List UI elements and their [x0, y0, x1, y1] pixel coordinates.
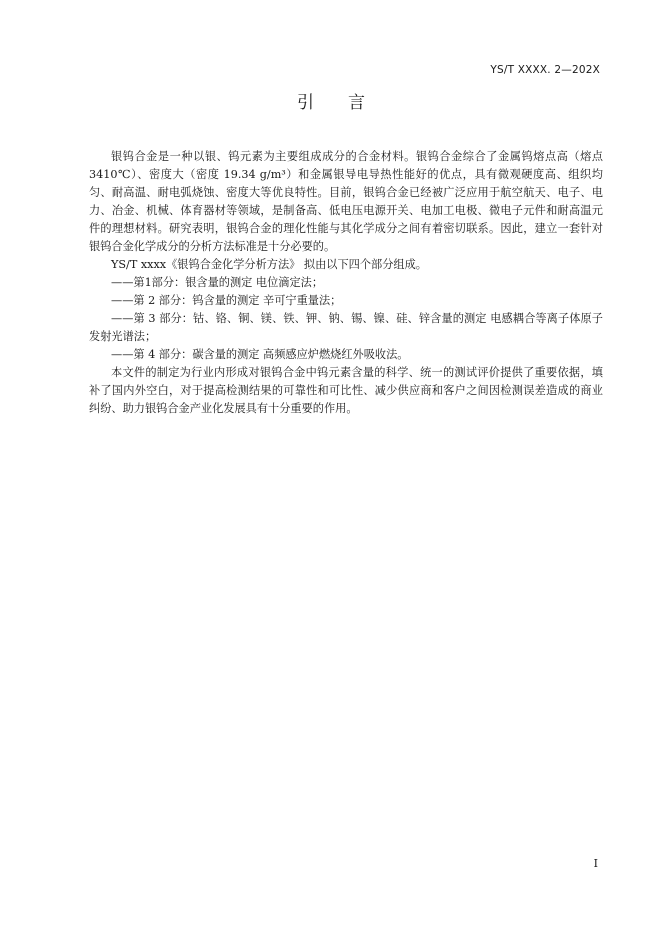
- page-title: 引言: [297, 93, 399, 113]
- part-item-3: ——第 3 部分：钴、铬、铜、镁、铁、钾、钠、锡、镍、硅、锌含量的测定 电感耦合等离子体原子发射光谱法；: [89, 312, 603, 343]
- page-number: I: [593, 857, 598, 870]
- part-item-2: ——第 2 部分：钨含量的测定 辛可宁重量法；: [111, 294, 342, 307]
- body-content: [89, 148, 603, 418]
- part-item-4: ——第 4 部分：碳含量的测定 高频感应炉燃烧红外吸收法。: [111, 348, 409, 361]
- part-item-1: ——第1部分：银含量的测定 电位滴定法；: [111, 276, 324, 289]
- intro-paragraph: 银钨合金是一种以银、钨元素为主要组成成分的合金材料。银钨合金综合了金属钨熔点高（熔点3410℃）、密度大（密度 19.34 g/m³）和金属银导电导热性能好的优点，具有微观硬度高、组织均匀、耐高温、耐电弧烧蚀、密度大等优良特性。目前，银钨合金已经被广泛应用于航空航天、电子、电力、冶金、机械、体育器材等领域，是制备高、低电压电源开关、电加工电极、微电子元件和耐高温元件的理想材料。研究表明，银钨合金的理化性能与其化学成分之间有着密切联系。因此，建立一套针对银钨合金化学成分的分析方法标准是十分必要的。: [89, 150, 603, 253]
- standard-parts-intro: YS/T xxxx《银钨合金化学分析方法》 拟由以下四个部分组成。: [111, 258, 427, 271]
- header-document-code: YS/T XXXX. 2—202X: [490, 64, 600, 76]
- significance-paragraph: 本文件的制定为行业内形成对银钨合金中钨元素含量的科学、统一的测试评价提供了重要依据，填补了国内外空白，对于提高检测结果的可靠性和可比性、减少供应商和客户之间因检测误差造成的商业纠纷、助力银钨合金产业化发展具有十分重要的作用。: [89, 366, 603, 415]
